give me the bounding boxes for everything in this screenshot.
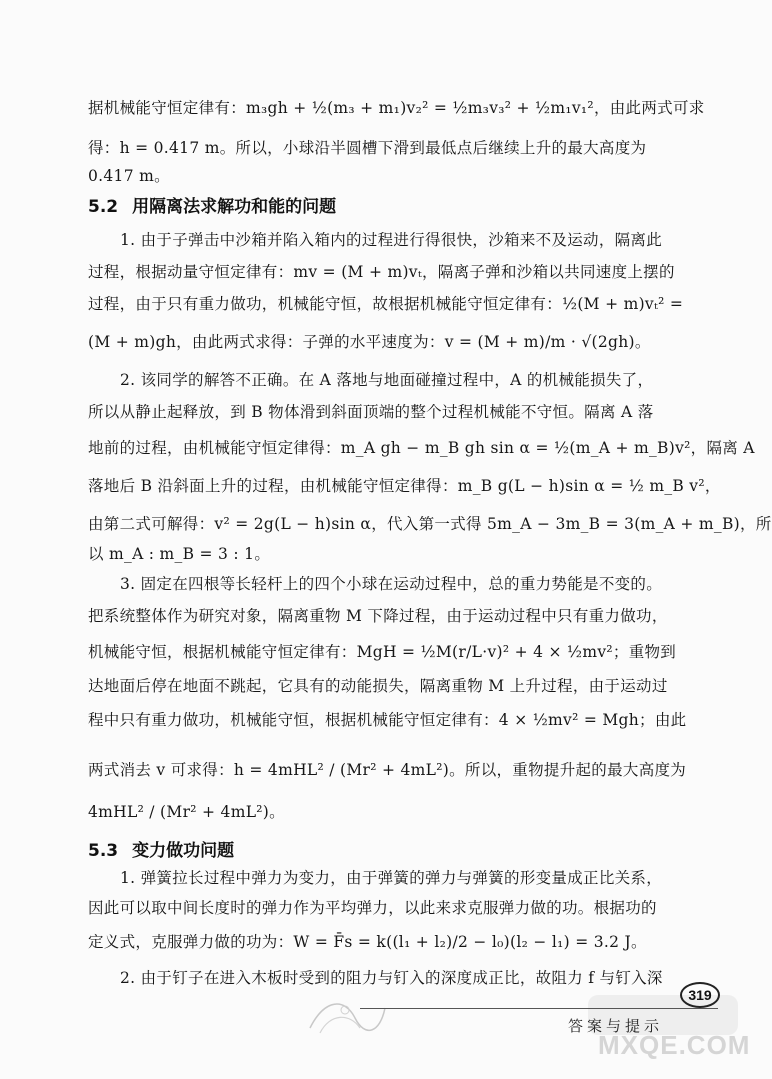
text-line: 4mHL² / (Mr² + 4mL²)。	[88, 803, 285, 821]
text-line: 2. 该同学的解答不正确。在 A 落地与地面碰撞过程中，A 的机械能损失了，	[120, 371, 654, 389]
text-line: 过程，由于只有重力做功，机械能守恒，故根据机械能守恒定律有：½(M + m)vₜ² =	[88, 295, 684, 313]
footer-label: 答案与提示	[568, 1017, 664, 1035]
text-line: 地前的过程，由机械能守恒定律得：m_A gh − m_B gh sin α = ½(m_A + m_B)v²，隔离 A	[88, 439, 755, 457]
watermark-text: MXQE.COM	[598, 1030, 751, 1060]
text-line: 由第二式可解得：v² = 2g(L − h)sin α，代入第一式得 5m_A − 3m_B = 3(m_A + m_B)，所	[88, 515, 772, 533]
text-line: 1. 由于子弹击中沙箱并陷入箱内的过程进行得很快，沙箱来不及运动，隔离此	[120, 231, 663, 249]
footer-divider	[360, 1008, 718, 1009]
decorative-ornament-icon	[300, 988, 390, 1038]
text-line: 程中只有重力做功，机械能守恒，根据机械能守恒定律有：4 × ½mv² = Mgh；由此	[88, 711, 687, 729]
text-line: 据机械能守恒定律有：m₃gh + ½(m₃ + m₁)v₂² = ½m₃v₃² + ½m₁v₁²，由此两式可求	[88, 99, 705, 117]
text-line: 以 m_A : m_B = 3 : 1。	[88, 545, 271, 563]
section-heading-5-2	[88, 192, 336, 217]
text-line: (M + m)gh，由此两式求得：子弹的水平速度为：v = (M + m)/m · √(2gh)。	[88, 333, 651, 351]
text-line: 因此可以取中间长度时的弹力作为平均弹力，以此来求克服弹力做的功。根据功的	[88, 899, 657, 917]
section-heading-5-3	[88, 836, 234, 861]
text-line: 所以从静止起释放，到 B 物体滑到斜面顶端的整个过程机械能不守恒。隔离 A 落	[88, 403, 654, 421]
text-line: 过程，根据动量守恒定律有：mv = (M + m)vₜ，隔离子弹和沙箱以共同速度上摆的	[88, 263, 675, 281]
text-line: 1. 弹簧拉长过程中弹力为变力，由于弹簧的弹力与弹簧的形变量成正比关系，	[120, 869, 663, 887]
text-line: 两式消去 v 可求得：h = 4mHL² / (Mr² + 4mL²)。所以，重物提升起的最大高度为	[88, 761, 687, 779]
text-line: 把系统整体作为研究对象，隔离重物 M 下降过程，由于运动过程中只有重力做功，	[88, 607, 668, 625]
text-line: 落地后 B 沿斜面上升的过程，由机械能守恒定律得：m_B g(L − h)sin α = ½ m_B v²，	[88, 477, 721, 495]
section-number: 5.2	[88, 197, 119, 217]
section-title: 用隔离法求解功和能的问题	[132, 197, 337, 217]
text-line: 0.417 m。	[88, 167, 170, 185]
section-title: 变力做功问题	[132, 841, 235, 861]
text-line: 机械能守恒，根据机械能守恒定律有：MgH = ½M(r/L·v)² + 4 × ½mv²；重物到	[88, 643, 677, 661]
page-number-badge: 319	[680, 982, 720, 1008]
text-line: 达地面后停在地面不跳起，它具有的动能损失，隔离重物 M 上升过程，由于运动过	[88, 677, 668, 695]
text-line: 3. 固定在四根等长轻杆上的四个小球在运动过程中，总的重力势能是不变的。	[120, 575, 663, 593]
section-number: 5.3	[88, 841, 119, 861]
text-line: 2. 由于钉子在进入木板时受到的阻力与钉入的深度成正比，故阻力 f 与钉入深	[120, 969, 663, 987]
text-line: 得：h = 0.417 m。所以，小球沿半圆槽下滑到最低点后继续上升的最大高度为	[88, 139, 647, 157]
text-line: 定义式，克服弹力做的功为：W = F̄s = k((l₁ + l₂)/2 − l₀)(l₂ − l₁) = 3.2 J。	[88, 933, 647, 951]
